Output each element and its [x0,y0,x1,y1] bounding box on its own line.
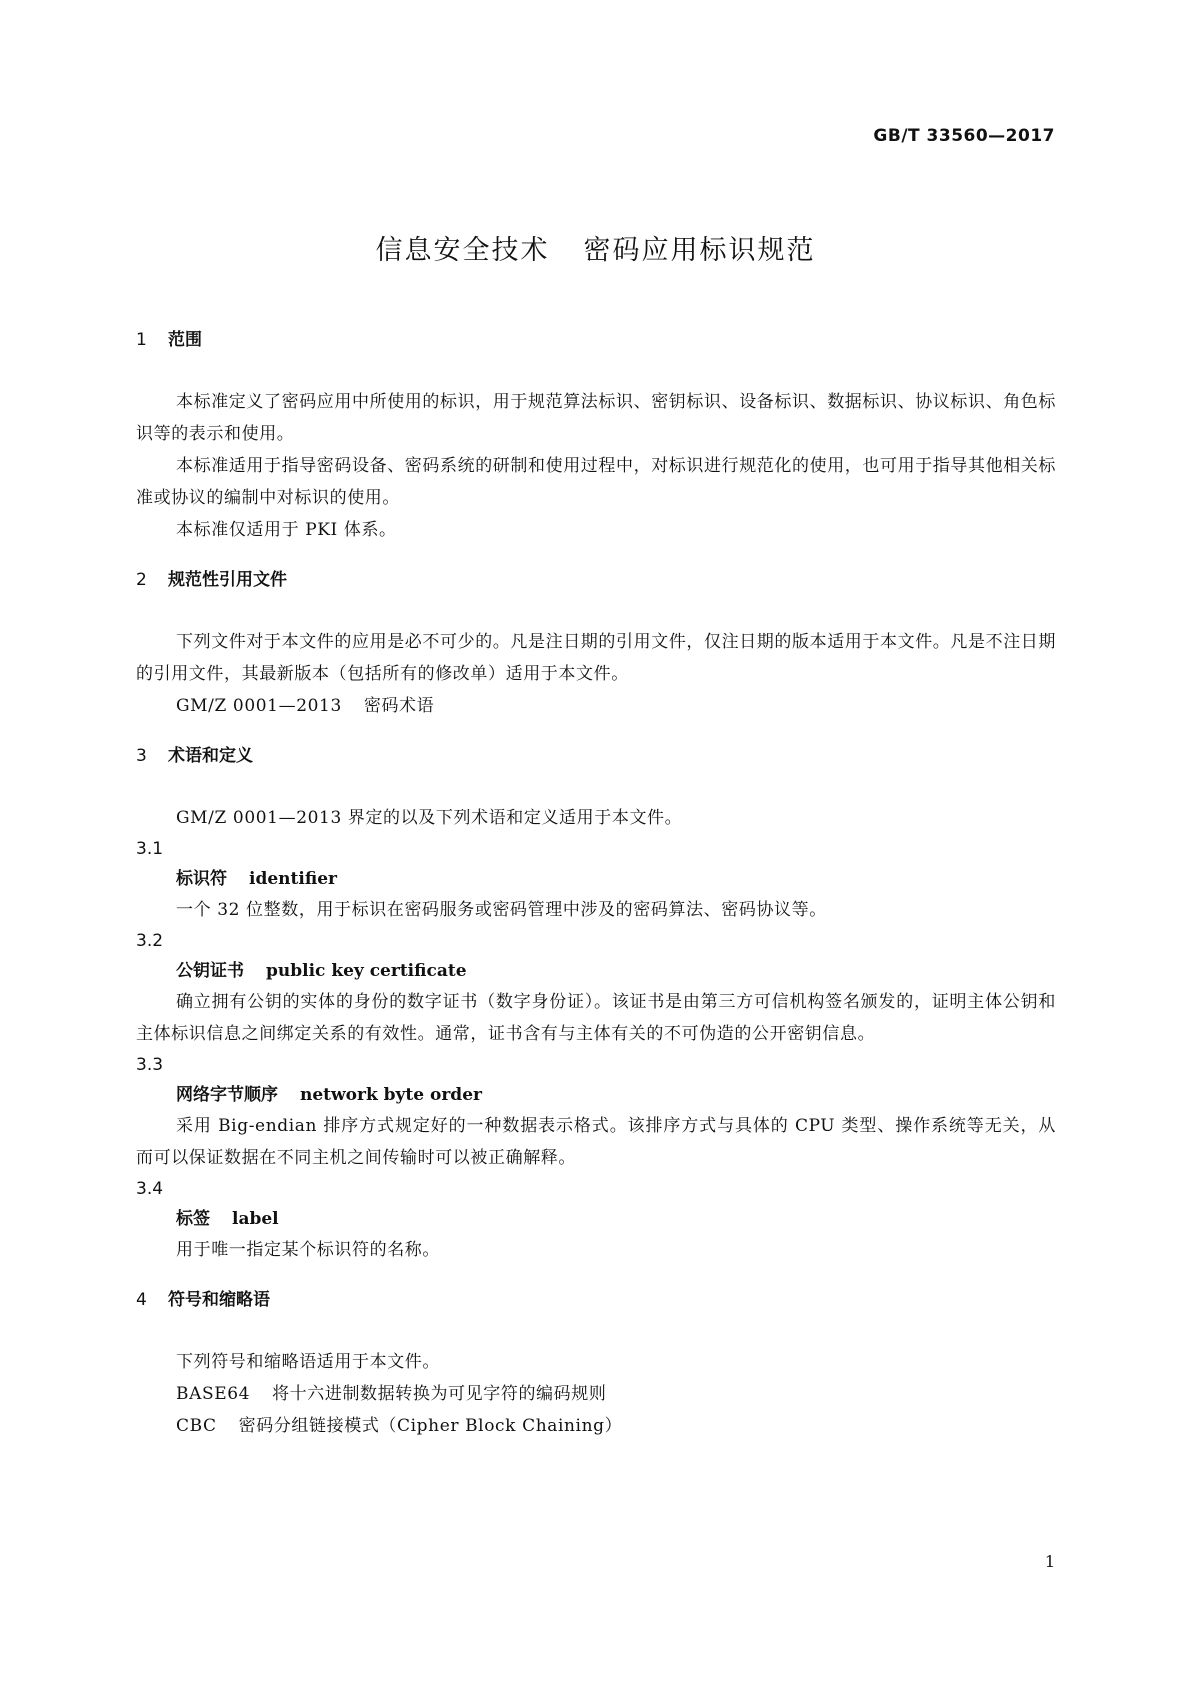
title-part-1: 信息安全技术 [375,235,550,266]
section-number: 3 [136,746,147,766]
paragraph: 下列文件对于本文件的应用是必不可少的。凡是注日期的引用文件，仅注日期的版本适用于本文件。凡是不注日期的引用文件，其最新版本（包括所有的修改单）适用于本文件。 [136,632,1056,684]
paragraph: 本标准仅适用于 PKI 体系。 [176,520,397,540]
title-part-2: 密码应用标识规范 [583,235,816,266]
section-title: 术语和定义 [168,746,253,766]
section-title: 范围 [168,330,202,350]
section-number: 2 [136,570,147,590]
paragraph: 本标准适用于指导密码设备、密码系统的研制和使用过程中，对标识进行规范化的使用，也可用于指导其他相关标准或协议的编制中对标识的使用。 [136,456,1056,508]
term-en: label [232,1209,279,1229]
abbreviation-description: 将十六进制数据转换为可见字符的编码规则 [272,1384,607,1404]
term-definition: 一个 32 位整数，用于标识在密码服务或密码管理中涉及的密码算法、密码协议等。 [176,900,827,920]
section-heading [136,568,1056,592]
document-title [0,228,1191,267]
reference-title: 密码术语 [363,696,435,716]
section-heading [136,1288,1056,1312]
abbreviation: BASE64 [176,1384,251,1404]
reference-entry [136,690,1056,722]
reference-code: GM/Z 0001—2013 [176,696,342,716]
term-zh: 标识符 [176,869,227,889]
term-heading [136,1204,1056,1234]
term-heading [136,1080,1056,1110]
section-heading [136,328,1056,352]
term-definition: 采用 Big-endian 排序方式规定好的一种数据表示格式。该排序方式与具体的 CPU 类型、操作系统等无关，从而可以保证数据在不同主机之间传输时可以被正确解释。 [136,1116,1056,1168]
abbreviation-entry [136,1378,1056,1410]
section-symbols-abbreviations [136,1288,1056,1442]
section-number: 1 [136,330,147,350]
term-zh: 公钥证书 [176,961,244,981]
term-number: 3.4 [136,1179,164,1199]
term-en: public key certificate [266,961,467,981]
term-entry [136,1050,1056,1174]
term-zh: 标签 [176,1209,210,1229]
abbreviation-entry [136,1410,1056,1442]
section-scope [136,328,1056,546]
document-body [136,328,1056,1464]
term-heading [136,956,1056,986]
paragraph: GM/Z 0001—2013 界定的以及下列术语和定义适用于本文件。 [176,808,683,828]
section-title: 符号和缩略语 [168,1290,270,1310]
term-number: 3.1 [136,839,164,859]
section-terms-definitions [136,744,1056,1266]
abbreviation: CBC [176,1416,217,1436]
standard-code: GB/T 33560—2017 [873,126,1055,146]
term-number: 3.2 [136,931,164,951]
term-number: 3.3 [136,1055,164,1075]
section-normative-references [136,568,1056,722]
section-heading [136,744,1056,768]
page-number: 1 [1044,1552,1055,1571]
abbreviation-description: 密码分组链接模式（Cipher Block Chaining） [238,1416,623,1436]
section-title: 规范性引用文件 [168,570,287,590]
term-definition: 用于唯一指定某个标识符的名称。 [176,1240,440,1260]
term-entry [136,1174,1056,1266]
term-heading [136,864,1056,894]
term-definition: 确立拥有公钥的实体的身份的数字证书（数字身份证）。该证书是由第三方可信机构签名颁发的，证明主体公钥和主体标识信息之间绑定关系的有效性。通常，证书含有与主体有关的不可伪造的公开密钥信息。 [136,992,1056,1044]
section-number: 4 [136,1290,147,1310]
term-zh: 网络字节顺序 [176,1085,278,1105]
paragraph: 下列符号和缩略语适用于本文件。 [176,1352,440,1372]
term-en: identifier [249,869,337,889]
paragraph: 本标准定义了密码应用中所使用的标识，用于规范算法标识、密钥标识、设备标识、数据标识、协议标识、角色标识等的表示和使用。 [136,392,1056,444]
term-en: network byte order [300,1085,482,1105]
term-entry [136,926,1056,1050]
term-entry [136,834,1056,926]
